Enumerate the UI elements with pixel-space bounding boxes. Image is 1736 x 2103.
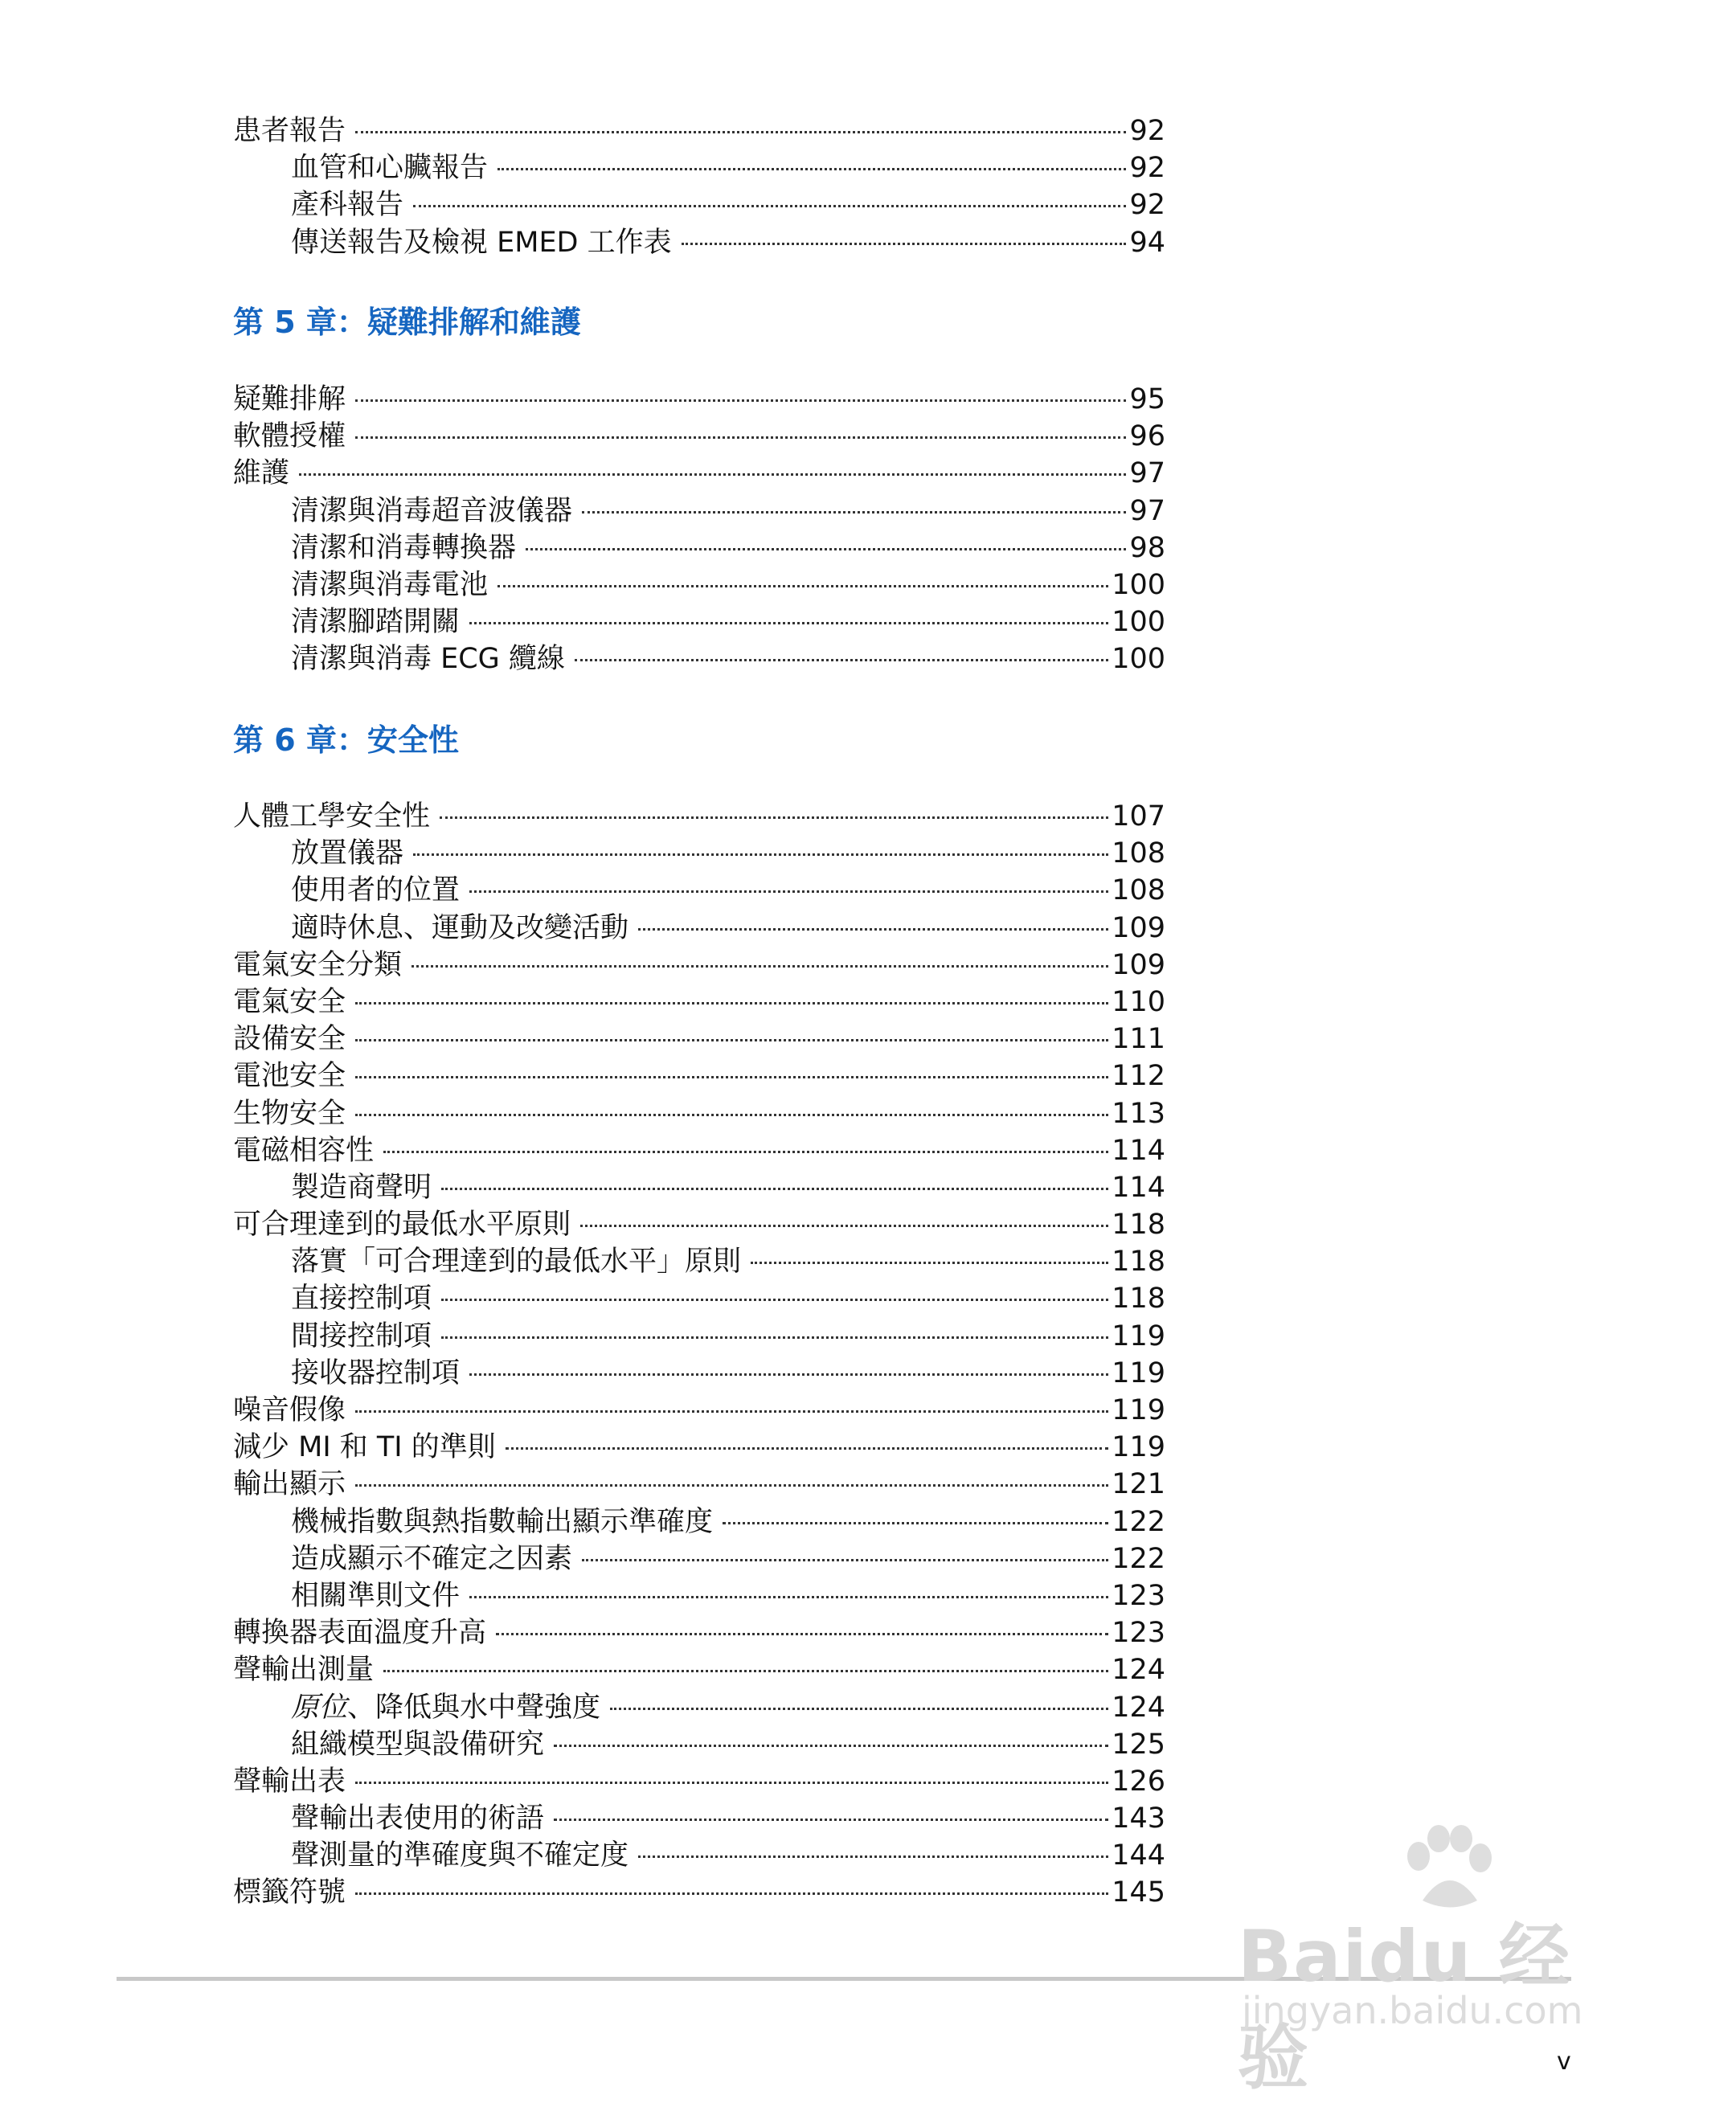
dot-leader (554, 1819, 1108, 1821)
dot-leader (497, 585, 1108, 587)
toc-entry[interactable] (233, 113, 1165, 149)
dot-leader (638, 1855, 1108, 1858)
toc-entry-page: 145 (1112, 1876, 1165, 1909)
dot-leader (582, 1559, 1108, 1561)
toc-entry-page: 126 (1112, 1765, 1165, 1798)
dot-leader (554, 1745, 1108, 1747)
toc-entry[interactable] (233, 1577, 1165, 1614)
toc-entry[interactable] (233, 530, 1165, 567)
toc-entry-page: 100 (1112, 643, 1165, 676)
toc-entry-page: 121 (1112, 1468, 1165, 1501)
toc-entry[interactable] (233, 1504, 1165, 1540)
toc-entry-label: 設備安全 (233, 1023, 346, 1056)
toc-entry[interactable] (233, 1095, 1165, 1132)
toc-entry-page: 112 (1112, 1060, 1165, 1093)
toc-entry-label: 患者報告 (233, 115, 346, 147)
toc-entry-page: 143 (1112, 1802, 1165, 1835)
toc-entry[interactable] (233, 1800, 1165, 1837)
dot-leader (496, 1633, 1108, 1635)
dot-leader (469, 1596, 1108, 1598)
toc-entry-page: 97 (1129, 457, 1165, 490)
dot-leader (355, 1782, 1108, 1784)
toc-entry[interactable] (233, 910, 1165, 947)
toc-entry[interactable] (233, 1132, 1165, 1169)
dot-leader (469, 622, 1108, 624)
toc-entry[interactable] (233, 1206, 1165, 1243)
toc-entry-page: 113 (1112, 1097, 1165, 1130)
toc-entry-page: 114 (1112, 1134, 1165, 1167)
toc-entry-label: 組織模型與設備研究 (291, 1728, 545, 1761)
toc-entry-label: 維護 (233, 457, 290, 490)
toc-entry[interactable] (233, 835, 1165, 872)
toc-entry-label: 疑難排解 (233, 383, 346, 415)
dot-leader (751, 1262, 1108, 1264)
toc-entry-label: 可合理達到的最低水平原則 (233, 1209, 571, 1242)
dot-leader (575, 659, 1108, 661)
toc-entry[interactable] (233, 1318, 1165, 1355)
dot-leader (580, 1225, 1108, 1227)
toc-entry-page: 119 (1112, 1394, 1165, 1426)
toc-entry-label: 聲測量的準確度與不確定度 (291, 1839, 629, 1872)
toc-entry-label: 清潔和消毒轉換器 (291, 531, 517, 564)
dot-leader (682, 243, 1127, 245)
toc-entry[interactable] (233, 798, 1165, 835)
toc-entry-page: 119 (1112, 1431, 1165, 1464)
toc-entry-label (291, 1689, 600, 1726)
toc-entry[interactable] (233, 984, 1165, 1021)
dot-leader (469, 890, 1108, 893)
page-number: v (1557, 2048, 1571, 2076)
toc-entry-label: 軟體授權 (233, 420, 346, 453)
toc-entry[interactable] (233, 418, 1165, 455)
dot-leader (383, 1670, 1108, 1672)
watermark-brand: Baidu 经验 (1238, 1915, 1571, 2099)
toc-entry-label: 生物安全 (233, 1097, 346, 1130)
toc-entry-label: 造成顯示不確定之因素 (291, 1542, 573, 1575)
dot-leader (441, 1188, 1108, 1190)
dot-leader (497, 168, 1126, 170)
toc-entry[interactable] (233, 1837, 1165, 1874)
dot-leader (355, 1484, 1108, 1487)
toc-entry-page: 122 (1112, 1542, 1165, 1575)
toc-entry-label: 產科報告 (291, 189, 404, 222)
toc-entry-page: 118 (1112, 1209, 1165, 1242)
toc-entry[interactable] (233, 224, 1165, 261)
toc-entry[interactable] (233, 567, 1165, 603)
toc-entry-page: 96 (1129, 420, 1165, 453)
dot-leader (440, 816, 1108, 819)
toc-entry-page: 111 (1112, 1023, 1165, 1056)
baidu-watermark (1238, 1824, 1640, 2099)
toc-entry[interactable] (233, 1169, 1165, 1206)
toc-entry-page: 100 (1112, 568, 1165, 601)
toc-entry-label: 電磁相容性 (233, 1134, 375, 1167)
dot-leader (355, 1039, 1108, 1041)
toc-entry[interactable] (233, 1429, 1165, 1466)
toc-entry-label: 清潔腳踏開關 (291, 606, 461, 639)
toc-entry[interactable] (233, 1243, 1165, 1280)
toc-section-chapter-5 (233, 381, 1165, 678)
toc-entry-label: 減少 MI 和 TI 的準則 (233, 1431, 496, 1464)
toc-entry-label: 聲輸出表使用的術語 (291, 1802, 545, 1835)
toc-entry-label: 聲輸出測量 (233, 1654, 375, 1687)
toc-entry[interactable] (233, 1689, 1165, 1726)
toc-entry[interactable] (233, 493, 1165, 530)
toc-entry[interactable] (233, 1726, 1165, 1763)
toc-entry-page: 100 (1112, 606, 1165, 639)
toc-entry[interactable] (233, 640, 1165, 677)
dot-leader (723, 1522, 1108, 1524)
toc-entry-page: 144 (1112, 1839, 1165, 1872)
toc-entry-page: 108 (1112, 837, 1165, 870)
dot-leader (441, 1299, 1108, 1301)
toc-entry-label: 聲輸出表 (233, 1765, 346, 1798)
toc-entry-label: 輸出顯示 (233, 1468, 346, 1501)
toc-entry-page: 92 (1129, 189, 1165, 222)
toc-entry[interactable] (233, 872, 1165, 909)
toc-entry-label: 電池安全 (233, 1060, 346, 1093)
toc-entry-label: 噪音假像 (233, 1394, 346, 1426)
toc-entry-page: 110 (1112, 985, 1165, 1018)
toc-entry[interactable] (233, 149, 1165, 186)
toc-entry-label: 傳送報告及檢視 EMED 工作表 (291, 226, 672, 259)
dot-leader (411, 965, 1108, 968)
toc-entry-label: 標籤符號 (233, 1876, 346, 1909)
toc-entry-label: 製造商聲明 (291, 1171, 432, 1204)
toc-entry-label: 間接控制項 (291, 1319, 432, 1352)
toc-entry-page: 92 (1129, 152, 1165, 185)
dot-leader (383, 1151, 1108, 1153)
toc-entry[interactable] (233, 1763, 1165, 1800)
dot-leader (582, 511, 1126, 513)
toc-entry-label-italic: 原位 (291, 1691, 348, 1724)
dot-leader (355, 1114, 1108, 1116)
toc-entry-label: 清潔與消毒電池 (291, 568, 489, 601)
toc-entry-label: 相關準則文件 (291, 1579, 461, 1612)
toc-entry-page: 123 (1112, 1579, 1165, 1612)
toc-entry-label: 清潔與消毒超音波儀器 (291, 494, 573, 527)
toc-entry[interactable] (233, 947, 1165, 984)
dot-leader (526, 548, 1126, 550)
toc-entry-page: 118 (1112, 1283, 1165, 1315)
toc-entry-label: 放置儀器 (291, 837, 404, 870)
toc-entry[interactable] (233, 1540, 1165, 1577)
toc-entry-label: 血管和心臟報告 (291, 152, 489, 185)
dot-leader (355, 436, 1126, 439)
toc-entry-page: 123 (1112, 1617, 1165, 1650)
toc-entry-page: 97 (1129, 494, 1165, 527)
dot-leader (355, 1002, 1108, 1004)
toc-entry-page: 109 (1112, 911, 1165, 944)
toc-entry-label: 適時休息、運動及改變活動 (291, 911, 629, 944)
dot-leader (355, 1892, 1108, 1895)
toc-entry[interactable] (233, 381, 1165, 418)
toc-entry-page: 95 (1129, 383, 1165, 415)
toc-entry[interactable] (233, 1614, 1165, 1651)
toc-entry[interactable] (233, 1466, 1165, 1503)
toc-entry-label: 使用者的位置 (291, 874, 461, 907)
toc-entry[interactable] (233, 1058, 1165, 1094)
toc-entry-label: 直接控制項 (291, 1283, 432, 1315)
toc-entry-page: 119 (1112, 1319, 1165, 1352)
toc-entry-label: 電氣安全分類 (233, 948, 403, 981)
dot-leader (413, 205, 1126, 207)
toc-entry-label: 人體工學安全性 (233, 800, 431, 833)
dot-leader (441, 1336, 1108, 1339)
dot-leader (299, 473, 1126, 476)
chapter-6-heading[interactable]: 第 6 章：安全性 (233, 722, 459, 758)
toc-entry-page: 118 (1112, 1246, 1165, 1279)
dot-leader (355, 131, 1126, 133)
toc-section-patient-reports (233, 113, 1165, 261)
toc-entry[interactable] (233, 1651, 1165, 1688)
dot-leader (506, 1447, 1108, 1450)
toc-entry-label: 電氣安全 (233, 985, 346, 1018)
chapter-5-heading[interactable]: 第 5 章：疑難排解和維護 (233, 305, 581, 340)
toc-section-chapter-6 (233, 798, 1165, 1912)
dot-leader (355, 1076, 1108, 1078)
toc-entry-label: 接收器控制項 (291, 1356, 461, 1389)
toc-entry-label-rest: 、降低與水中聲強度 (347, 1691, 601, 1724)
toc-entry-page: 125 (1112, 1728, 1165, 1761)
toc-entry[interactable] (233, 186, 1165, 223)
toc-entry[interactable] (233, 603, 1165, 640)
watermark-url: jingyan.baidu.com (1242, 1989, 1583, 2032)
toc-entry-page: 107 (1112, 800, 1165, 833)
toc-entry-label: 機械指數與熱指數輸出顯示準確度 (291, 1505, 714, 1538)
dot-leader (355, 399, 1126, 402)
toc-entry[interactable] (233, 455, 1165, 492)
toc-entry[interactable] (233, 1392, 1165, 1429)
toc-entry[interactable] (233, 1280, 1165, 1317)
dot-leader (413, 853, 1108, 856)
toc-entry[interactable] (233, 1355, 1165, 1392)
toc-entry[interactable] (233, 1021, 1165, 1058)
toc-entry-label: 轉換器表面溫度升高 (233, 1617, 487, 1650)
toc-entry-label: 落實「可合理達到的最低水平」原則 (291, 1246, 742, 1279)
paw-icon (1398, 1824, 1495, 1913)
toc-entry-page: 108 (1112, 874, 1165, 907)
dot-leader (610, 1708, 1108, 1710)
toc-entry-page: 114 (1112, 1171, 1165, 1204)
toc-entry-page: 124 (1112, 1691, 1165, 1724)
dot-leader (355, 1410, 1108, 1413)
toc-entry[interactable] (233, 1874, 1165, 1911)
toc-entry-page: 109 (1112, 948, 1165, 981)
toc-entry-page: 92 (1129, 115, 1165, 147)
toc-entry-label: 清潔與消毒 ECG 纜線 (291, 643, 565, 676)
toc-entry-page: 124 (1112, 1654, 1165, 1687)
toc-entry-page: 94 (1129, 226, 1165, 259)
dot-leader (638, 928, 1108, 931)
dot-leader (469, 1373, 1108, 1376)
toc-entry-page: 122 (1112, 1505, 1165, 1538)
toc-entry-page: 98 (1129, 531, 1165, 564)
toc-entry-page: 119 (1112, 1356, 1165, 1389)
